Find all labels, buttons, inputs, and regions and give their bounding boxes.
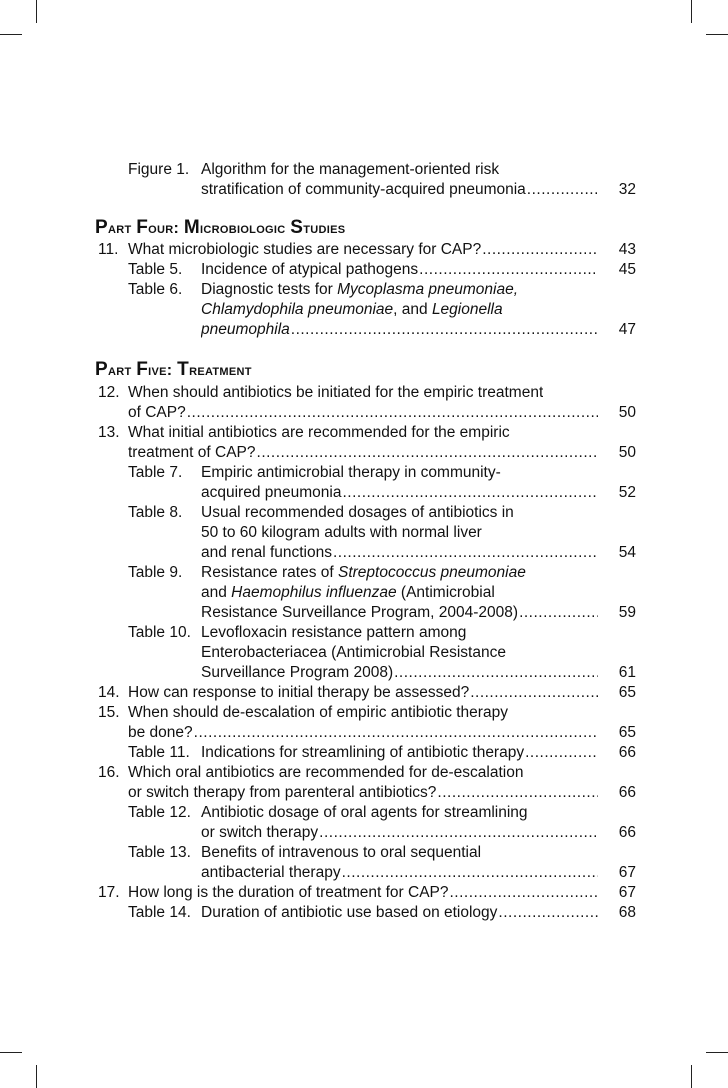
entry-text-line [201, 300, 503, 320]
page-number: 66 [618, 744, 636, 761]
entry-text-line [201, 260, 598, 280]
entry-text-line [201, 543, 598, 563]
entry-label: Figure 1. [128, 161, 190, 178]
entry-text-line [201, 823, 598, 843]
entry-text: acquired pneumonia [201, 484, 342, 501]
entry-text-line [201, 563, 526, 583]
entry-text-line [201, 603, 598, 623]
toc-entry-table-11[interactable] [0, 743, 728, 763]
entry-text: , and [393, 301, 432, 318]
entry-text: antibacterial therapy [201, 864, 341, 881]
toc-entry-continuation [0, 583, 728, 603]
entry-text-line [201, 483, 598, 503]
toc-entry-table-14[interactable] [0, 903, 728, 923]
page-number: 67 [618, 884, 636, 901]
toc-entry-continuation [0, 643, 728, 663]
entry-text: Enterobacteriacea (Antimicrobial Resistance [201, 644, 506, 661]
entry-text-line [201, 863, 598, 883]
entry-text: be done? [128, 724, 193, 741]
toc-entry-table-12[interactable] [0, 803, 728, 823]
page-number: 61 [618, 664, 636, 681]
entry-label: Table 14. [128, 904, 191, 921]
entry-text-line [201, 663, 598, 683]
entry-text-italic: Mycoplasma pneumoniae, [337, 281, 519, 298]
crop-mark [0, 1052, 22, 1053]
crop-mark [0, 34, 22, 35]
toc-entry-continuation [0, 523, 728, 543]
toc-entry-15[interactable] [0, 703, 728, 723]
entry-text-line [128, 403, 598, 423]
entry-text: Which oral antibiotics are recommended for de-escalation [128, 764, 524, 781]
entry-number: 12. [98, 384, 120, 401]
entry-text: 50 to 60 kilogram adults with normal liver [201, 524, 482, 541]
entry-label: Table 6. [128, 281, 183, 298]
entry-number: 11. [98, 241, 119, 258]
entry-number: 13. [98, 424, 120, 441]
entry-label: Table 10. [128, 624, 191, 641]
entry-text: Diagnostic tests for [201, 281, 338, 298]
toc-entry-table-6[interactable] [0, 280, 728, 300]
toc-entry-continuation [0, 300, 728, 320]
entry-text: and [201, 584, 232, 601]
entry-text: Resistance Surveillance Program, 2004-2008) [201, 604, 519, 621]
entry-text: or switch therapy from parenteral antibiotics? [128, 784, 437, 801]
entry-text-line [201, 180, 598, 200]
page-number: 67 [618, 864, 636, 881]
toc-entry-figure-1[interactable] [0, 160, 728, 180]
entry-text-line [128, 723, 598, 743]
toc-entry-continuation [0, 483, 728, 503]
entry-text-line [201, 903, 598, 923]
section-heading-part-five: Part Five: Treatment [95, 359, 252, 380]
entry-text: Algorithm for the management-oriented risk [201, 161, 500, 178]
entry-text: What initial antibiotics are recommended for the empiric [128, 424, 510, 441]
entry-text-line [128, 443, 598, 463]
page-number: 66 [618, 784, 636, 801]
entry-label: Table 13. [128, 844, 191, 861]
toc-entry-table-9[interactable] [0, 563, 728, 583]
entry-label: Table 8. [128, 504, 183, 521]
toc-entry-16[interactable] [0, 763, 728, 783]
page-number: 43 [618, 241, 636, 258]
toc-entry-continuation [0, 783, 728, 803]
entry-text-italic: Chlamydophila pneumoniae [201, 301, 394, 318]
toc-entry-continuation [0, 180, 728, 200]
entry-text-line [128, 883, 598, 903]
section-heading-part-four: Part Four: Microbiologic Studies [95, 217, 346, 238]
entry-text: Empiric antimicrobial therapy in community- [201, 464, 501, 481]
entry-text: When should antibiotics be initiated for the empiric treatment [128, 384, 544, 401]
entry-text-italic: Legionella [431, 301, 503, 318]
toc-entry-continuation [0, 863, 728, 883]
entry-text: of CAP? [128, 404, 186, 421]
page-number: 47 [618, 321, 636, 338]
entry-label: Table 9. [128, 564, 183, 581]
entry-text: Usual recommended dosages of antibiotics in [201, 504, 514, 521]
toc-entry-continuation [0, 443, 728, 463]
entry-text: What microbiologic studies are necessary for CAP? [128, 241, 482, 258]
page-number: 59 [618, 604, 636, 621]
crop-mark [36, 0, 37, 23]
entry-text-line [128, 783, 598, 803]
toc-entry-17[interactable] [0, 883, 728, 903]
crop-mark [691, 0, 692, 23]
entry-text-line [201, 280, 518, 300]
page-number: 66 [618, 824, 636, 841]
entry-text-line [128, 240, 598, 260]
toc-entry-continuation [0, 543, 728, 563]
entry-number: 17. [98, 884, 120, 901]
entry-text: stratification of community-acquired pneumonia [201, 181, 526, 198]
toc-entry-13[interactable] [0, 423, 728, 443]
entry-text: Levofloxacin resistance pattern among [201, 624, 467, 641]
crop-mark [706, 34, 728, 35]
entry-text-line [128, 683, 598, 703]
entry-text: How long is the duration of treatment for CAP? [128, 884, 449, 901]
entry-number: 16. [98, 764, 120, 781]
toc-entry-continuation [0, 723, 728, 743]
entry-text-line [201, 743, 598, 763]
page-number: 65 [618, 724, 636, 741]
page-number: 45 [618, 261, 636, 278]
toc-entry-12[interactable] [0, 383, 728, 403]
entry-text: and renal functions [201, 544, 332, 561]
entry-text: or switch therapy [201, 824, 319, 841]
toc-entry-table-5[interactable] [0, 260, 728, 280]
entry-text: (Antimicrobial [396, 584, 495, 601]
entry-number: 15. [98, 704, 120, 721]
entry-text: treatment of CAP? [128, 444, 256, 461]
entry-text: Benefits of intravenous to oral sequential [201, 844, 482, 861]
entry-text-line [201, 320, 598, 340]
toc-entry-table-7[interactable] [0, 463, 728, 483]
toc-entry-table-13[interactable] [0, 843, 728, 863]
toc-entry-11[interactable] [0, 240, 728, 260]
page-number: 32 [618, 181, 636, 198]
entry-text: Antibiotic dosage of oral agents for streamlining [201, 804, 528, 821]
entry-number: 14. [98, 684, 120, 701]
entry-text: Indications for streamlining of antibiotic therapy [201, 744, 525, 761]
page-number: 50 [618, 404, 636, 421]
entry-text: Surveillance Program 2008) [201, 664, 394, 681]
crop-mark [691, 1065, 692, 1088]
entry-label: Table 7. [128, 464, 183, 481]
toc-entry-table-8[interactable] [0, 503, 728, 523]
page-number: 54 [618, 544, 636, 561]
toc-entry-table-10[interactable] [0, 623, 728, 643]
toc-entry-continuation [0, 603, 728, 623]
entry-label: Table 5. [128, 261, 183, 278]
crop-mark [706, 1052, 728, 1053]
page-number: 65 [618, 684, 636, 701]
entry-text-line [201, 583, 495, 603]
toc-entry-continuation [0, 823, 728, 843]
page-number: 52 [618, 484, 636, 501]
entry-text-italic: pneumophila [201, 321, 290, 338]
entry-text: How can response to initial therapy be assessed? [128, 684, 470, 701]
entry-text: Resistance rates of [201, 564, 338, 581]
entry-text: Incidence of atypical pathogens [201, 261, 419, 278]
toc-entry-continuation [0, 663, 728, 683]
toc-entry-14[interactable] [0, 683, 728, 703]
toc-entry-continuation [0, 403, 728, 423]
page-number: 68 [618, 904, 636, 921]
entry-text-italic: Haemophilus influenzae [231, 584, 397, 601]
entry-text: Duration of antibiotic use based on etiology [201, 904, 498, 921]
entry-label: Table 11. [128, 744, 190, 761]
entry-text-italic: Streptococcus pneumoniae [337, 564, 526, 581]
entry-text: When should de-escalation of empiric antibiotic therapy [128, 704, 508, 721]
toc-entry-continuation [0, 320, 728, 340]
page-number: 50 [618, 444, 636, 461]
crop-mark [36, 1065, 37, 1088]
entry-label: Table 12. [128, 804, 191, 821]
